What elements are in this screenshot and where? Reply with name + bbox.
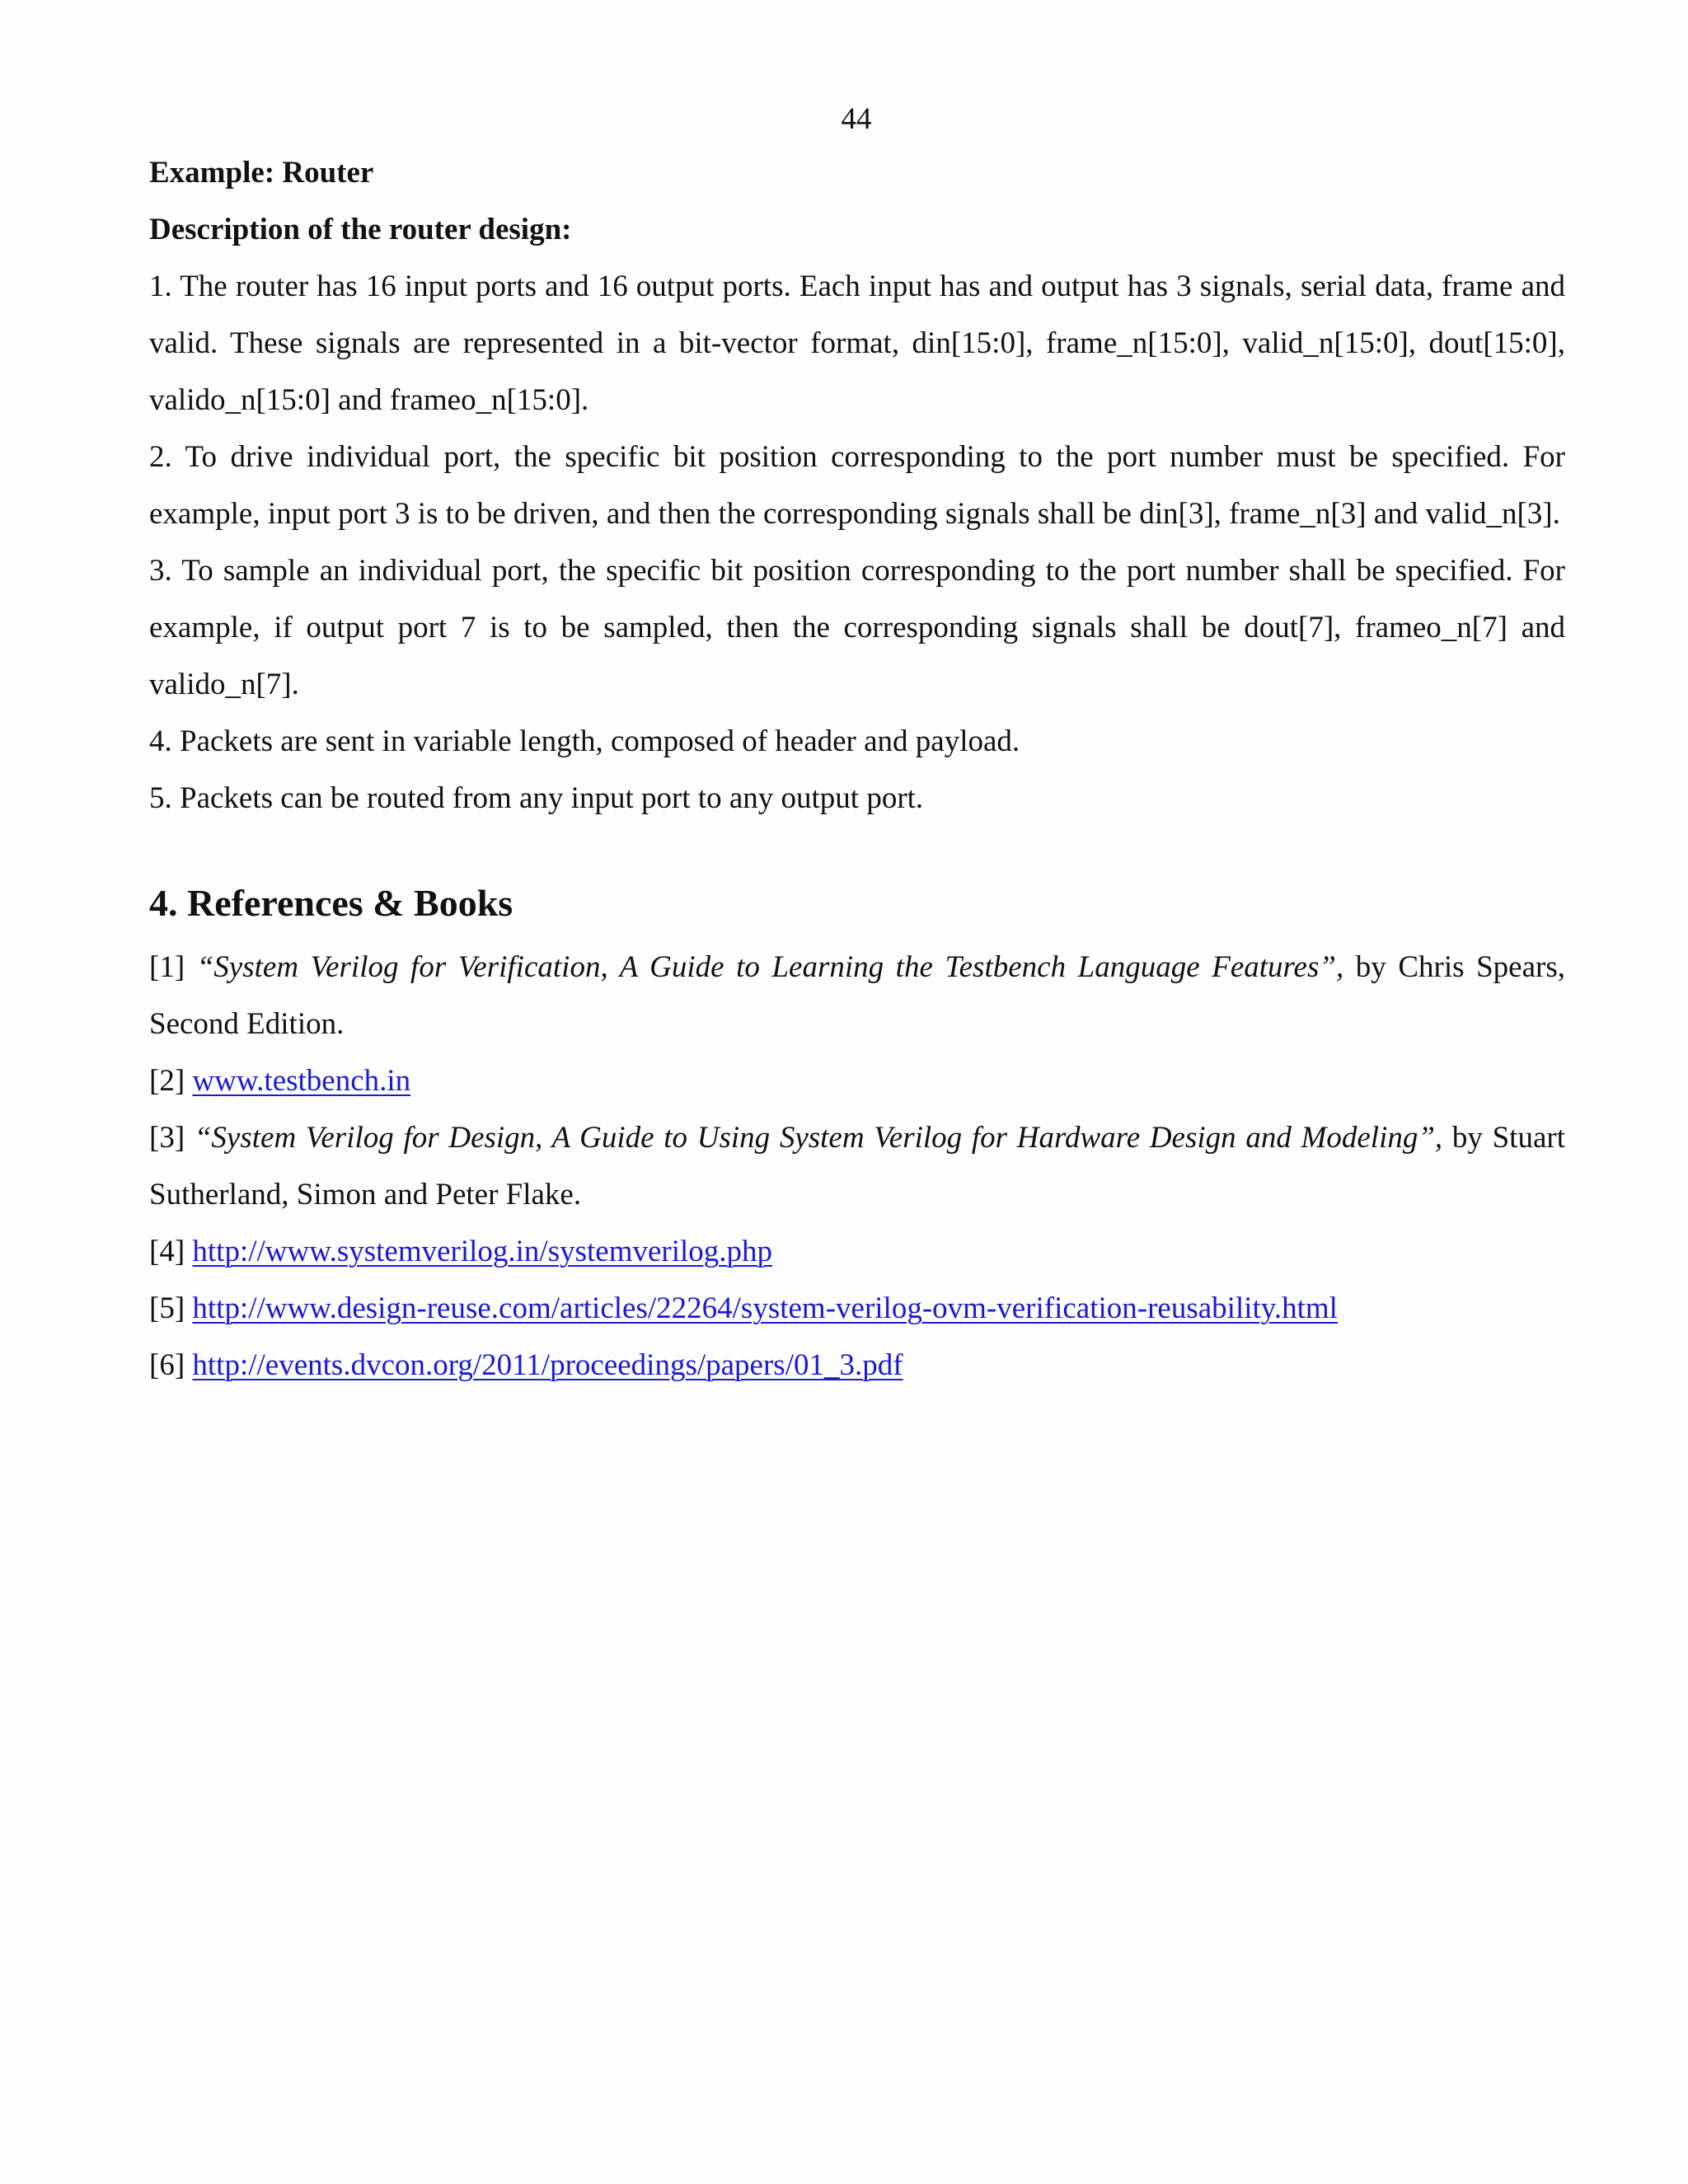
page-number: 44 [841,102,872,136]
reference-6 [149,1337,1565,1394]
reference-3 [149,1109,1565,1223]
description-title: Description of the router design: [149,213,572,246]
reference-1 [149,939,1565,1052]
reference-3-details: by Stuart Sutherland, Simon and Peter Flake. [149,1121,1565,1212]
reference-1-details: by Chris Spears, Second Edition. [149,950,1565,1041]
reference-2-number: [2] [149,1064,193,1098]
reference-4 [149,1223,1565,1280]
reference-3-title: “System Verilog for Design, A Guide to Using System Verilog for Hardware Design and Modeling”, [194,1121,1443,1155]
reference-4-link[interactable]: http://www.systemverilog.in/systemverilog.php [192,1235,773,1268]
list-item-1: 1. The router has 16 input ports and 16 output ports. Each input has and output has 3 signals, serial data, frame and valid. These signals are represented in a bit-vector format, din[15:0], frame_n[15:0], valid_n[15:0], dout[15:0], valido_n[15:0] and frameo_n[15:0]. [149,269,1565,417]
reference-2-link[interactable]: www.testbench.in [192,1064,411,1098]
list-item-2: 2. To drive individual port, the specific bit position corresponding to the port number must be specified. For example, input port 3 is to be driven, and then the corresponding signals shall be din[3], frame_n[3] and valid_n[3]. [149,440,1565,531]
list-item-3: 3. To sample an individual port, the specific bit position corresponding to the port number shall be specified. For example, if output port 7 is to be sampled, then the corresponding signals shall be dout[7], frameo_n[7] and valido_n[7]. [149,554,1565,701]
reference-4-number: [4] [149,1235,193,1268]
example-title: Example: Router [149,156,374,190]
references-heading: 4. References & Books [149,882,513,924]
reference-6-number: [6] [149,1348,193,1382]
reference-5-link[interactable]: http://www.design-reuse.com/articles/22264/system-verilog-ovm-verification-reusability.html [192,1291,1338,1325]
list-item-5: 5. Packets can be routed from any input port to any output port. [149,781,924,815]
list-item-4: 4. Packets are sent in variable length, composed of header and payload. [149,724,1020,758]
reference-1-number: [1] [149,950,197,984]
page-content [149,144,1565,1394]
reference-3-number: [3] [149,1121,195,1155]
reference-2 [149,1052,1565,1109]
reference-5-number: [5] [149,1291,193,1325]
reference-6-link[interactable]: http://events.dvcon.org/2011/proceedings/papers/01_3.pdf [192,1348,903,1382]
reference-1-title: “System Verilog for Verification, A Guide to Learning the Testbench Language Features”, [196,950,1344,984]
reference-5 [149,1280,1565,1337]
